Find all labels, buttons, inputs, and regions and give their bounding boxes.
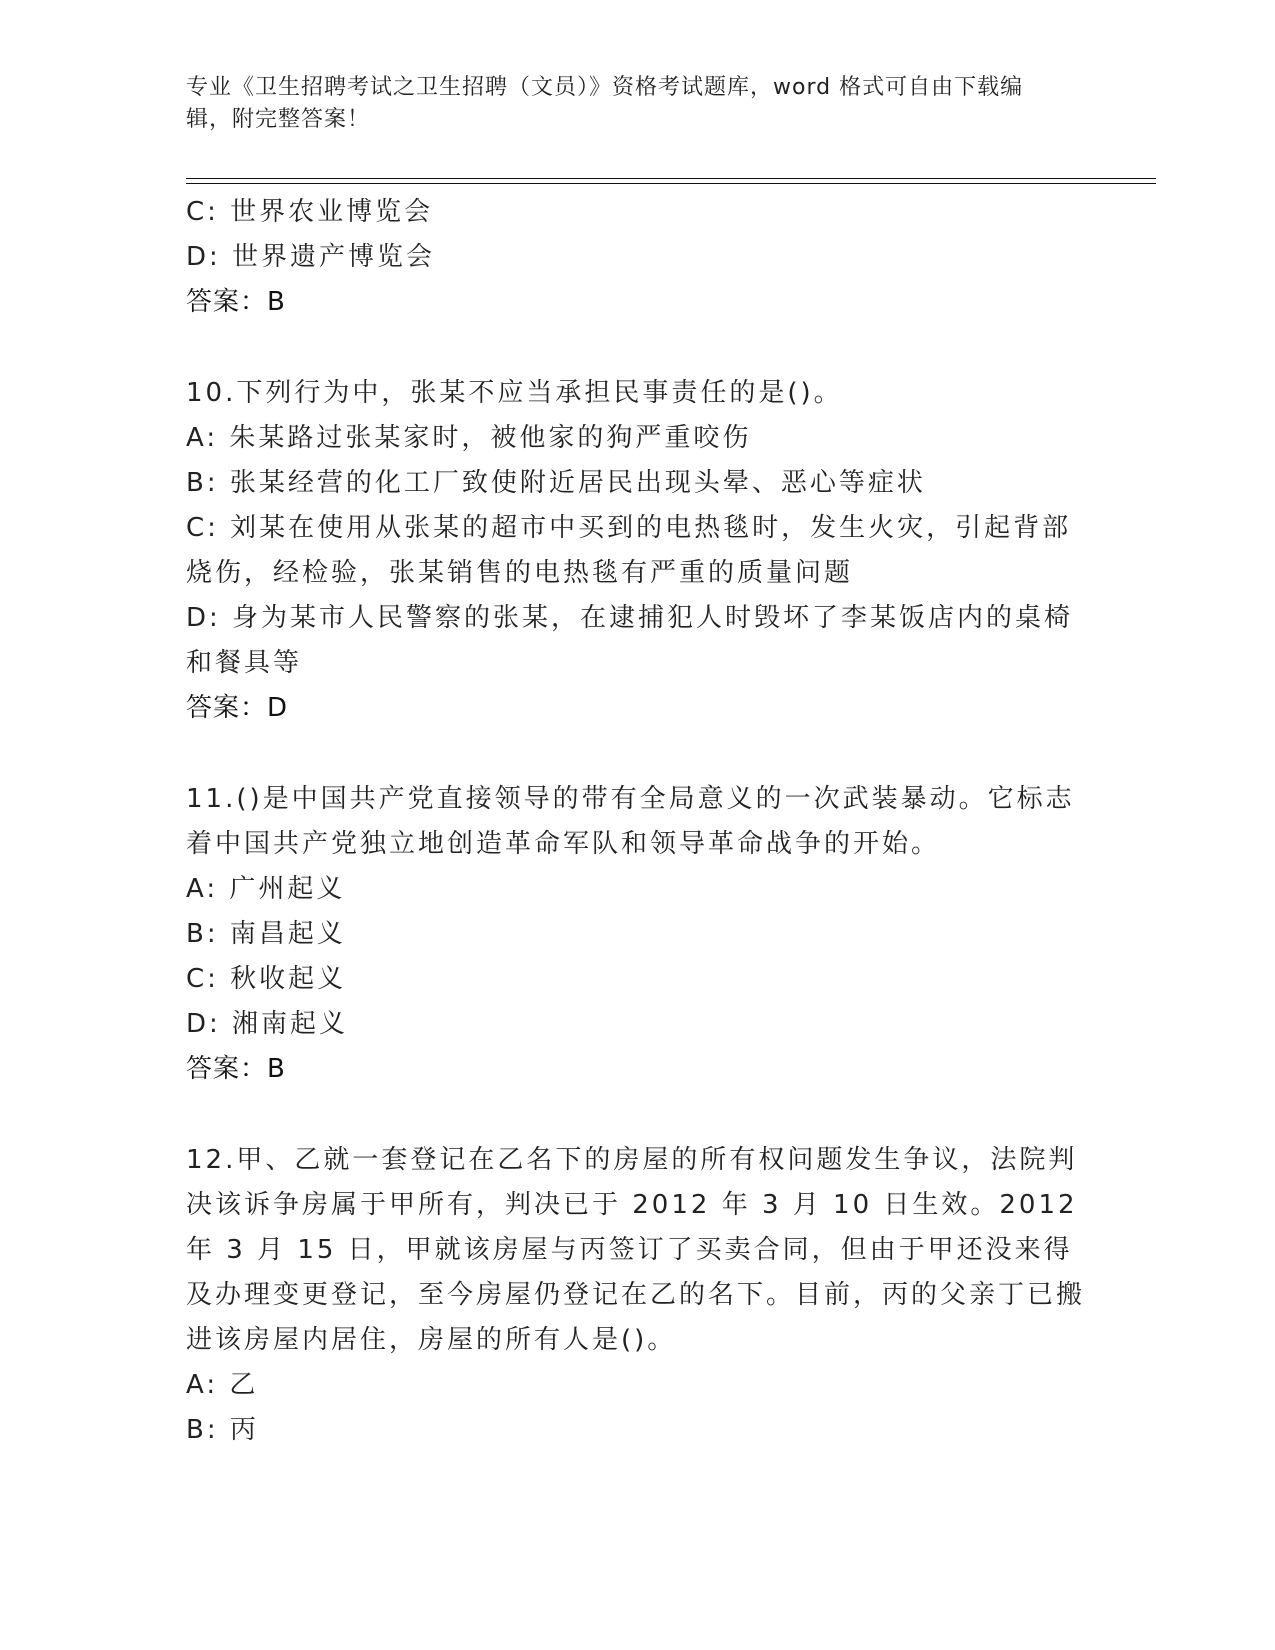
answer-line: 答案：B <box>186 287 286 317</box>
question-12 <box>186 1138 1086 1453</box>
option-d: D: 湘南起义 <box>186 1009 349 1039</box>
option-a: A: 乙 <box>186 1370 259 1400</box>
option-c: C: 刘某在使用从张某的超市中买到的电热毯时，发生火灾，引起背部烧伤，经检验，张某销售的电热毯有严重的质量问题 <box>186 513 1072 588</box>
option-b: B: 丙 <box>186 1415 259 1445</box>
spacer <box>186 731 1086 777</box>
option-b: B: 张某经营的化工厂致使附近居民出现头晕、恶心等症状 <box>186 468 926 498</box>
question-stem: 10.下列行为中，张某不应当承担民事责任的是()。 <box>186 378 843 408</box>
spacer <box>186 325 1086 371</box>
option-d: D: 身为某市人民警察的张某，在逮捕犯人时毁坏了李某饭店内的桌椅和餐具等 <box>186 603 1074 678</box>
option-d: D: 世界遗产博览会 <box>186 242 436 272</box>
option-c: C: 世界农业博览会 <box>186 197 434 227</box>
option-b: B: 南昌起义 <box>186 919 346 949</box>
question-11 <box>186 777 1086 1092</box>
question-stem: 11.()是中国共产党直接领导的带有全局意义的一次武装暴动。它标志着中国共产党独立地创造革命军队和领导革命战争的开始。 <box>186 784 1075 859</box>
question-content <box>186 190 1086 1453</box>
question-9-tail <box>186 190 1086 325</box>
question-10 <box>186 371 1086 731</box>
answer-line: 答案：D <box>186 693 289 723</box>
header-divider-top <box>186 178 1156 179</box>
answer-line: 答案：B <box>186 1054 286 1084</box>
document-header: 专业《卫生招聘考试之卫生招聘（文员）》资格考试题库，word 格式可自由下载编辑，附完整答案！ <box>186 75 1024 132</box>
header-divider-bottom <box>186 183 1156 184</box>
option-a: A: 广州起义 <box>186 874 346 904</box>
option-a: A: 朱某路过张某家时，被他家的狗严重咬伤 <box>186 423 752 453</box>
spacer <box>186 1092 1086 1138</box>
option-c: C: 秋收起义 <box>186 964 347 994</box>
question-stem: 12.甲、乙就一套登记在乙名下的房屋的所有权问题发生争议，法院判决该诉争房属于甲所有，判决已于 2012 年 3 月 10 日生效。2012 年 3 月 15 日，甲就该房屋与丙签订了买卖合同，但由于甲还没来得及办理变更登记，至今房屋仍登记在乙的名下。目前，丙的父亲丁已搬进该房屋内居住，房屋的所有人是()。 <box>186 1145 1086 1355</box>
